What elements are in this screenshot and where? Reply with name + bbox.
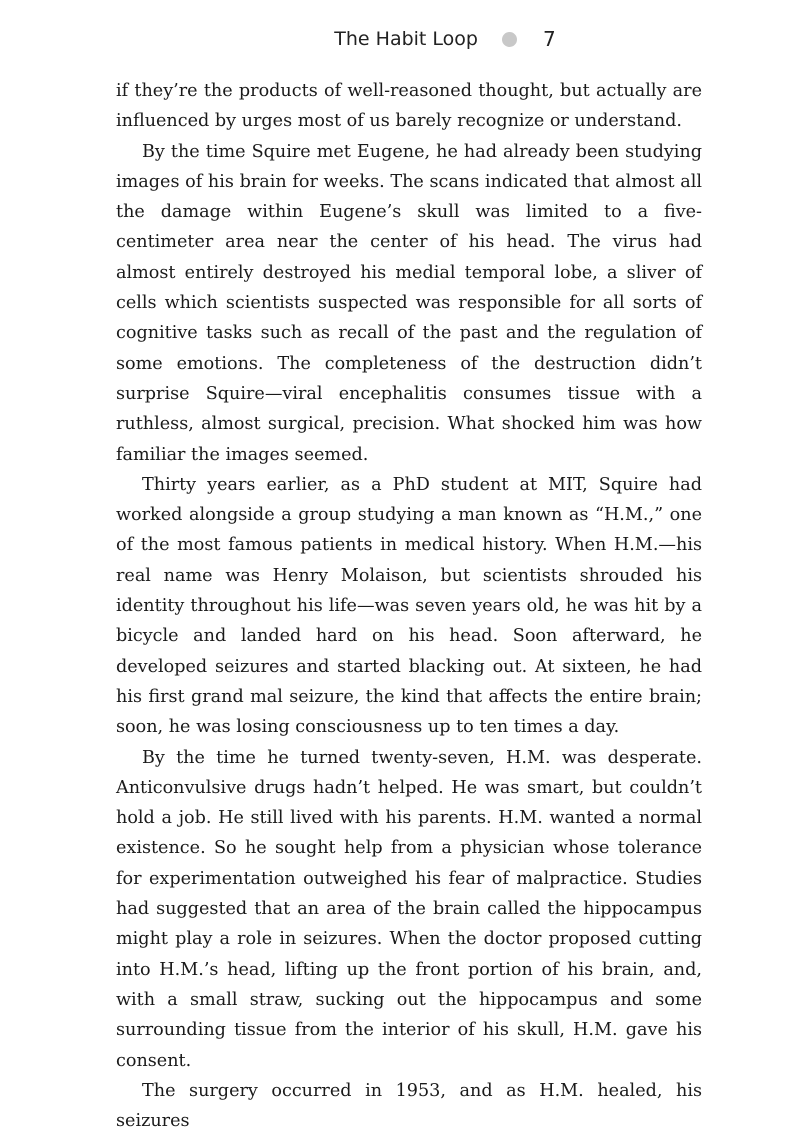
running-head: [0, 22, 800, 56]
paragraph: Thirty years earlier, as a PhD student at MIT, Squire had worked alongside a group studying a man known as “H.M.,” one of the most famous patients in medical history. When H.M.—his real name was Henry Molaison, but scientists shrouded his identity throughout his life—was seven years old, he was hit by a bicycle and landed hard on his head. Soon afterward, he developed seizures and started blacking out. At sixteen, he had his first grand mal seizure, the kind that affects the entire brain; soon, he was losing consciousness up to ten times a day.: [116, 474, 702, 738]
paragraph-continued: if they’re the products of well-reasoned thought, but actually are influenced by urges most of us barely recognize or understand.: [116, 81, 702, 132]
page-number: 7: [542, 27, 556, 51]
chapter-title: The Habit Loop: [334, 28, 478, 50]
body-text: [116, 76, 702, 1136]
bullet-dot-icon: [502, 32, 517, 47]
paragraph: The surgery occurred in 1953, and as H.M. healed, his seizures: [116, 1080, 702, 1132]
paragraph: By the time Squire met Eugene, he had already been studying images of his brain for weeks. The scans indicated that almost all the damage within Eugene’s skull was limited to a five-centimeter area near the center of his head. The virus had almost entirely destroyed his medial temporal lobe, a sliver of cells which scientists suspected was responsible for all sorts of cognitive tasks such as recall of the past and the regulation of some emotions. The completeness of the destruction didn’t surprise Squire—viral encephalitis consumes tissue with a ruthless, almost surgical, precision. What shocked him was how familiar the images seemed.: [116, 141, 702, 465]
paragraph: By the time he turned twenty-seven, H.M. was desperate. Anticonvulsive drugs hadn’t helped. He was smart, but couldn’t hold a job. He still lived with his parents. H.M. wanted a normal existence. So he sought help from a physician whose tolerance for experimentation outweighed his fear of malpractice. Studies had suggested that an area of the brain called the hippocampus might play a role in seizures. When the doctor proposed cutting into H.M.’s head, lifting up the front portion of his brain, and, with a small straw, sucking out the hippocampus and some surrounding tissue from the interior of his skull, H.M. gave his consent.: [116, 747, 702, 1071]
